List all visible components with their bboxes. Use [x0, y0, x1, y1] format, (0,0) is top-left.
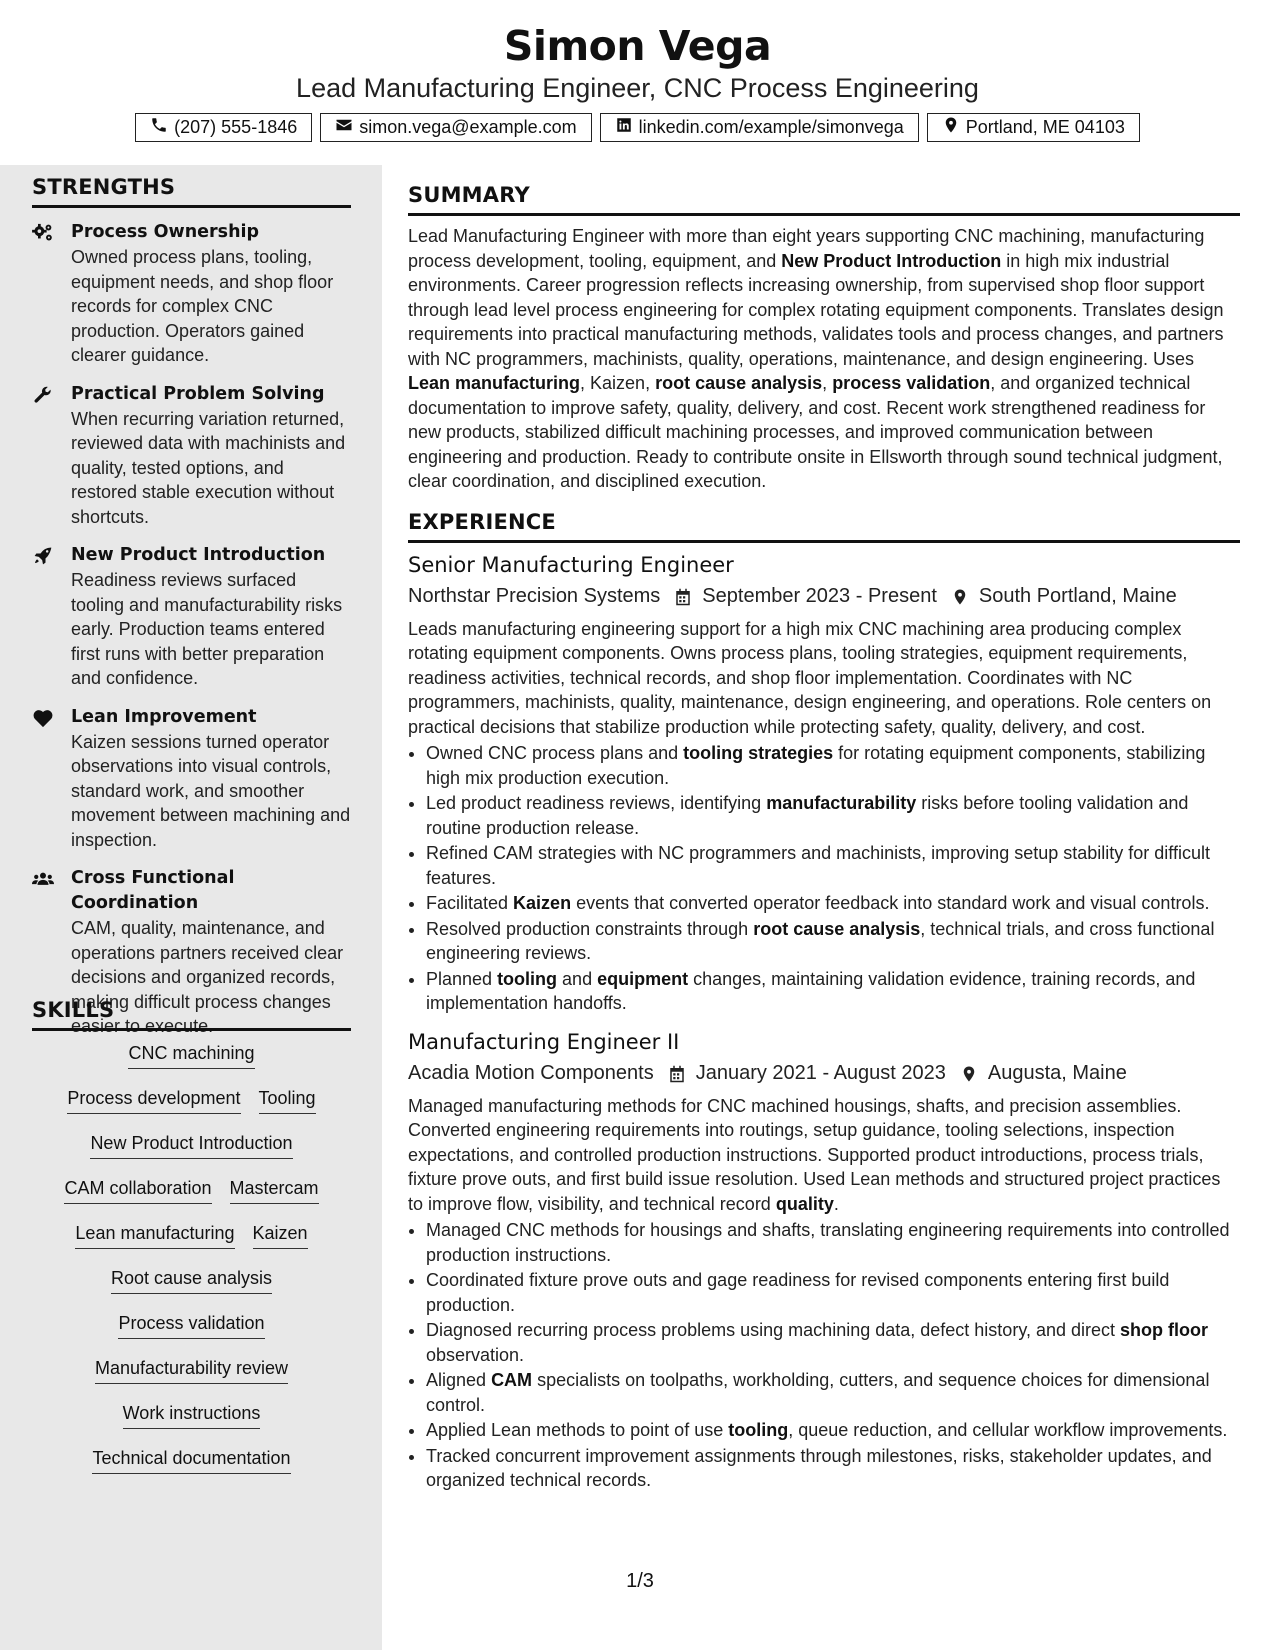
- skill-tag: Tooling: [259, 1086, 316, 1114]
- skill-row: [32, 1041, 351, 1086]
- skill-tag: Lean manufacturing: [75, 1221, 234, 1249]
- emphasis-text: CAM: [491, 1370, 533, 1390]
- skill-row: [32, 1446, 351, 1491]
- strength-title: New Product Introduction: [71, 545, 326, 565]
- emphasis-text: process validation: [832, 373, 991, 393]
- strength-desc: When recurring variation returned, reviewed data with machinists and quality, tested options, and restored stable execution without shortcuts.: [71, 408, 346, 527]
- summary-heading: SUMMARY: [408, 183, 1240, 216]
- skill-tag: Kaizen: [253, 1221, 308, 1249]
- emphasis-text: equipment: [597, 968, 689, 989]
- skill-tag: Process development: [67, 1086, 240, 1114]
- job-entry: [408, 1028, 1240, 1493]
- bullet-item: • Coordinated fixture prove outs and gage readiness for revised components entering first build production.: [426, 1268, 1240, 1317]
- bullet-item: • Refined CAM strategies with NC programmers and machinists, improving setup stability for difficult features.: [426, 841, 1240, 890]
- bullet-item: • Diagnosed recurring process problems using machining data, defect history, and direct shop floor observation.: [426, 1318, 1240, 1367]
- strength-desc: Readiness reviews surfaced tooling and manufacturability risks early. Production teams entered first runs with better preparation and confidence.: [71, 570, 343, 688]
- heart-icon: [32, 708, 54, 728]
- strength-title: Process Ownership: [71, 222, 260, 242]
- job-location: Augusta, Maine: [987, 1061, 1127, 1084]
- bullet-item: • Resolved production constraints through root cause analysis, technical trials, and cross functional engineering reviews.: [426, 917, 1240, 966]
- job-meta: [408, 1060, 1240, 1086]
- experience-heading: EXPERIENCE: [408, 510, 1240, 543]
- strengths-heading: STRENGTHS: [32, 175, 351, 208]
- skill-tag: Work instructions: [123, 1401, 261, 1429]
- map-pin-icon: [951, 587, 969, 605]
- contact-location-text: Portland, ME 04103: [965, 117, 1125, 137]
- linkedin-icon: [615, 116, 633, 139]
- contact-phone[interactable]: [135, 113, 312, 142]
- bullet-item: • Managed CNC methods for housings and shafts, translating engineering requirements into controlled production instructions.: [426, 1218, 1240, 1267]
- strength-desc: CAM, quality, maintenance, and operations partners received clear decisions and organized records, making difficult process changes easier to execute.: [71, 918, 344, 1036]
- emphasis-text: Kaizen: [513, 893, 572, 913]
- skills-list: [32, 1041, 351, 1491]
- job-dates: September 2023 - Present: [702, 584, 937, 607]
- emphasis-text: New Product Introduction: [781, 250, 1002, 271]
- contact-email[interactable]: [320, 113, 591, 142]
- skill-tag: Manufacturability review: [95, 1356, 288, 1384]
- job-company: Northstar Precision Systems: [408, 584, 661, 607]
- sidebar: [0, 165, 382, 1650]
- skill-tag: Technical documentation: [92, 1446, 290, 1474]
- job-description: Leads manufacturing engineering support for a high mix CNC machining area producing complex rotating equipment components. Owns process plans, tooling strategies, equipment requirements, readiness activities, technical records, and shop floor implementation. Coordinates with NC programmers, machinists, quality, maintenance, design engineering, and operations. Role centers on practical decisions that stabilize production while protecting safety, quality, delivery, and cost.: [408, 618, 1212, 737]
- emphasis-text: root cause analysis: [655, 373, 823, 393]
- job-bullets: [408, 1218, 1240, 1493]
- resume-header: [0, 0, 1275, 165]
- job-company: Acadia Motion Components: [408, 1061, 654, 1084]
- skill-row: [32, 1221, 351, 1266]
- gears-icon: [32, 223, 54, 243]
- contact-phone-text: (207) 555-1846: [174, 117, 298, 137]
- skill-row: [32, 1401, 351, 1446]
- bullet-item: • Applied Lean methods to point of use tooling, queue reduction, and cellular workflow improvements.: [426, 1418, 1240, 1443]
- job-role: Manufacturing Engineer II: [408, 1029, 680, 1054]
- phone-icon: [150, 116, 168, 139]
- calendar-icon: [668, 1064, 686, 1082]
- emphasis-text: quality: [775, 1193, 834, 1214]
- job-bullets: [408, 741, 1240, 1016]
- calendar-icon: [674, 587, 692, 605]
- page-number: 1/3: [626, 1570, 654, 1592]
- emphasis-text: shop floor: [1120, 1320, 1209, 1340]
- skills-section: [32, 998, 351, 1491]
- strength-title: Practical Problem Solving: [71, 383, 325, 404]
- skill-row: [32, 1131, 351, 1176]
- rocket-icon: [32, 546, 54, 566]
- strength-desc: Owned process plans, tooling, equipment needs, and shop floor records for complex CNC production. Operators gained clearer guidance.: [71, 247, 334, 365]
- bullet-item: • Aligned CAM specialists on toolpaths, workholding, cutters, and sequence choices for dimensional control.: [426, 1368, 1240, 1417]
- envelope-icon: [335, 116, 353, 139]
- skill-tag: CNC machining: [128, 1041, 254, 1069]
- skill-tag: Process validation: [118, 1311, 264, 1339]
- job-entry: [408, 551, 1240, 1016]
- summary-text: Lead Manufacturing Engineer with more than eight years supporting CNC machining, manufacturing process development, tooling, equipment, and New Product Introduction in high mix industrial environments. Career progression reflects increasing ownership, from supervised shop floor support through lead level process engineering for complex rotating equipment components. Translates design requirements into practical manufacturing methods, validates tools and process changes, and partners with NC programmers, machinists, quality, operations, maintenance, and design engineering. Uses Lean manufacturing, Kaizen, root cause analysis, process validation, and organized technical documentation to improve safety, quality, delivery, and cost. Recent work strengthened readiness for new products, stabilized difficult machining processes, and improved communication between engineering and production. Ready to contribute onsite in Ellsworth through sound technical judgment, clear coordination, and disciplined execution.: [408, 226, 1224, 491]
- job-dates: January 2021 - August 2023: [695, 1061, 946, 1084]
- contact-bar: [0, 113, 1275, 142]
- job-location: South Portland, Maine: [978, 584, 1177, 607]
- map-pin-icon: [960, 1064, 978, 1082]
- contact-location: [927, 113, 1140, 142]
- skills-heading: SKILLS: [32, 998, 351, 1031]
- contact-email-text: simon.vega@example.com: [359, 117, 577, 137]
- bullet-item: • Tracked concurrent improvement assignments through milestones, risks, stakeholder updates, and organized technical records.: [426, 1444, 1240, 1493]
- emphasis-text: root cause analysis: [753, 918, 921, 939]
- job-meta: [408, 583, 1240, 609]
- strength-item: [32, 543, 351, 691]
- skill-row: [32, 1266, 351, 1311]
- main-content: [408, 183, 1240, 1494]
- strength-item: [32, 705, 351, 853]
- skill-row: [32, 1176, 351, 1221]
- strength-desc: Kaizen sessions turned operator observations into visual controls, standard work, and smoother movement between machining and inspection.: [71, 731, 351, 850]
- skill-row: [32, 1311, 351, 1356]
- emphasis-text: manufacturability: [766, 793, 917, 813]
- map-pin-icon: [942, 116, 960, 139]
- skill-tag: Root cause analysis: [111, 1266, 272, 1294]
- skill-tag: Mastercam: [230, 1176, 319, 1204]
- emphasis-text: Lean manufacturing: [408, 373, 581, 393]
- strength-title: Lean Improvement: [71, 706, 257, 727]
- candidate-title: Lead Manufacturing Engineer, CNC Process Engineering: [296, 73, 979, 103]
- emphasis-text: tooling: [497, 968, 558, 989]
- users-icon: [32, 869, 54, 889]
- candidate-name: Simon Vega: [503, 22, 772, 70]
- bullet-item: • Planned tooling and equipment changes, maintaining validation evidence, training records, and implementation handoffs.: [426, 967, 1240, 1016]
- bullet-item: • Led product readiness reviews, identifying manufacturability risks before tooling validation and routine production release.: [426, 791, 1240, 840]
- emphasis-text: tooling: [728, 1420, 789, 1440]
- wrench-icon: [32, 385, 54, 405]
- job-role: Senior Manufacturing Engineer: [408, 552, 734, 577]
- job-description: Managed manufacturing methods for CNC machined housings, shafts, and precision assemblies. Converted engineering requirements into routings, setup guidance, tooling selections, inspection expectations, and controlled production instructions. Supported product introductions, process trials, fixture prove outs, and first build issue resolution. Used Lean methods and structured project practices to improve flow, visibility, and technical record quality.: [408, 1095, 1221, 1214]
- strength-item: [32, 382, 351, 530]
- contact-linkedin[interactable]: [600, 113, 919, 142]
- skill-row: [32, 1356, 351, 1401]
- skill-row: [32, 1086, 351, 1131]
- strengths-section: [32, 175, 351, 1039]
- emphasis-text: tooling strategies: [683, 743, 834, 763]
- strength-title: Cross Functional Coordination: [71, 868, 235, 913]
- skill-tag: New Product Introduction: [90, 1131, 292, 1159]
- bullet-item: • Owned CNC process plans and tooling strategies for rotating equipment components, stabilizing high mix production execution.: [426, 741, 1240, 790]
- bullet-item: • Facilitated Kaizen events that converted operator feedback into standard work and visual controls.: [426, 891, 1240, 916]
- contact-linkedin-text: linkedin.com/example/simonvega: [638, 117, 904, 137]
- skill-tag: CAM collaboration: [64, 1176, 211, 1204]
- strength-item: [32, 220, 351, 368]
